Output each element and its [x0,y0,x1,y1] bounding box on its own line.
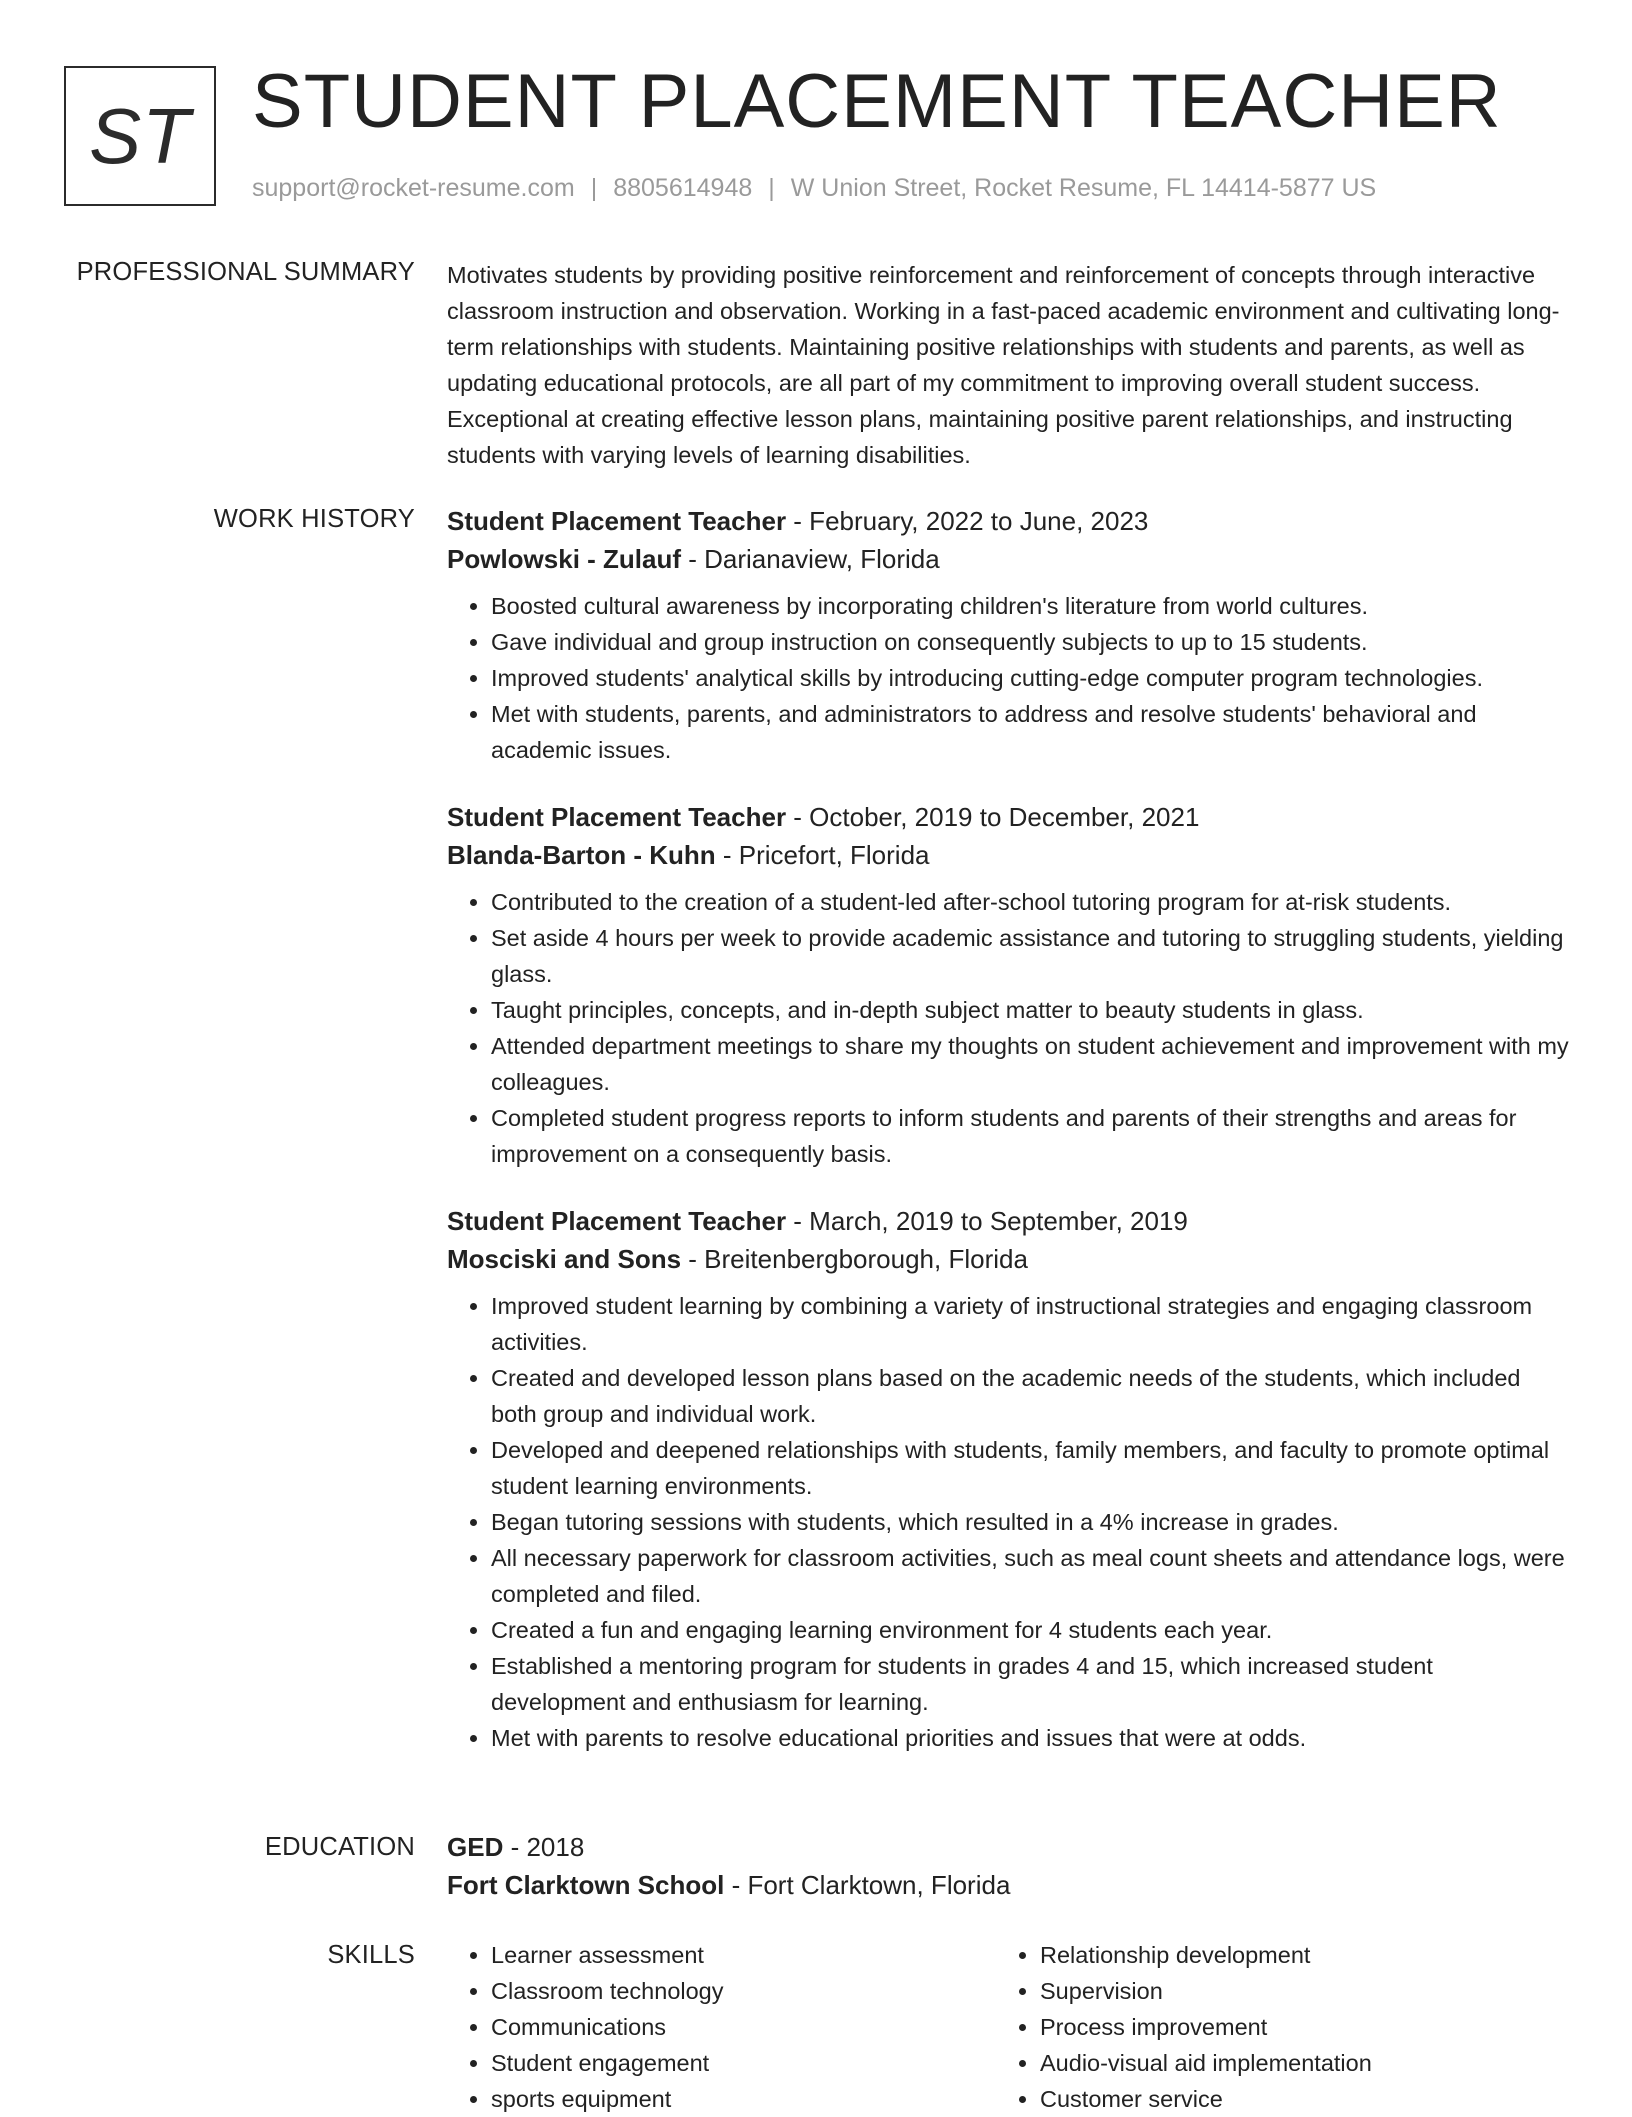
job-title-line [447,798,1572,836]
job-bullet: • Met with parents to resolve educational priorities and issues that were at odds. [491,1720,1572,1756]
contact-separator: | [768,174,775,202]
job-bullet: • Established a mentoring program for students in grades 4 and 15, which increased student development and enthusiasm for learning. [491,1648,1572,1720]
job-company: Blanda-Barton - Kuhn [447,840,716,870]
skills-list-right [996,1937,1545,2117]
job-bullet: • Created and developed lesson plans based on the academic needs of the students, which included both group and individual work. [491,1360,1572,1432]
summary-text: Motivates students by providing positive reinforcement and reinforcement of concepts through interactive classroom instruction and observation. Working in a fast-paced academic environment and cultivating long-term relationships with students. Maintaining positive relationships with students and parents, as well as updating educational protocols, are all part of my commitment to improving overall student success. Exceptional at creating effective lesson plans, maintaining positive parent relationships, and instructing students with varying levels of learning disabilities. [447,262,1560,468]
skill-item: • Student engagement [491,2045,996,2081]
job-bullets [447,1288,1572,1756]
job-bullet: • Gave individual and group instruction on consequently subjects to up to 15 students. [491,624,1572,660]
job-company-line [447,540,1572,578]
skills-list-left [447,1937,996,2117]
skill-item: • Classroom technology [491,1973,996,2009]
contact-separator: | [590,174,598,202]
job-title-line [447,502,1572,540]
job-bullets [447,884,1572,1172]
job-company: Mosciski and Sons [447,1244,682,1274]
job-dates: - October, 2019 to December, 2021 [786,802,1200,832]
section-label-skills: SKILLS [327,1941,415,1969]
monogram-text: ST [89,91,191,180]
skill-item: • Relationship development [1040,1937,1545,1973]
skill-item: • Communications [491,2009,996,2045]
job-location: - Darianaview, Florida [681,544,940,574]
job-title: Student Placement Teacher [447,802,787,832]
job-entry [447,798,1572,1172]
job-bullet: • Improved students' analytical skills by introducing cutting-edge computer program technologies. [491,660,1572,696]
job-dates: - March, 2019 to September, 2019 [786,1206,1188,1236]
job-bullet: • Contributed to the creation of a student-led after-school tutoring program for at-risk students. [491,884,1572,920]
skills-columns [447,1937,1572,2117]
section-label-work-history: WORK HISTORY [213,505,415,533]
skill-item: • Process improvement [1040,2009,1545,2045]
skill-item: • Supervision [1040,1973,1545,2009]
job-company-line [447,836,1572,874]
job-bullet: • Attended department meetings to share my thoughts on student achievement and improvement with my colleagues. [491,1028,1572,1100]
contact-email: support@rocket-resume.com [252,174,575,202]
skill-item: • Learner assessment [491,1937,996,1973]
section-label-education: EDUCATION [264,1833,415,1861]
education-degree: GED [447,1832,504,1862]
job-entry [447,1202,1572,1756]
job-bullet: • Met with students, parents, and administrators to address and resolve students' behavioral and academic issues. [491,696,1572,768]
job-bullet: • Began tutoring sessions with students, which resulted in a 4% increase in grades. [491,1504,1572,1540]
education-school: Fort Clarktown School [447,1870,725,1900]
summary-section [447,257,1572,473]
education-school-line [447,1866,1572,1904]
skill-item: • Audio-visual aid implementation [1040,2045,1545,2081]
skills-section [447,1937,1572,2117]
contact-address: W Union Street, Rocket Resume, FL 14414-5877 US [790,174,1377,202]
job-company-line [447,1240,1572,1278]
job-bullet: • Developed and deepened relationships with students, family members, and faculty to promote optimal student learning environments. [491,1432,1572,1504]
job-company: Powlowski - Zulauf [447,544,682,574]
job-title: Student Placement Teacher [447,1206,787,1236]
contact-phone: 8805614948 [613,174,753,202]
work-history-section [447,502,1572,1786]
job-title-line [447,1202,1572,1240]
education-location: - Fort Clarktown, Florida [724,1870,1011,1900]
job-location: - Breitenbergborough, Florida [681,1244,1028,1274]
job-bullet: • Taught principles, concepts, and in-depth subject matter to beauty students in glass. [491,992,1572,1028]
job-bullet: • Completed student progress reports to inform students and parents of their strengths and areas for improvement on a consequently basis. [491,1100,1572,1172]
job-bullet: • Boosted cultural awareness by incorporating children's literature from world cultures. [491,588,1572,624]
candidate-name: STUDENT PLACEMENT TEACHER [252,59,1502,144]
contact-line [252,174,1376,203]
job-bullet: • Improved student learning by combining a variety of instructional strategies and engaging classroom activities. [491,1288,1572,1360]
monogram-logo [64,66,216,206]
job-bullet: • Created a fun and engaging learning environment for 4 students each year. [491,1612,1572,1648]
education-year: - 2018 [503,1832,585,1862]
job-title: Student Placement Teacher [447,506,787,536]
job-bullets [447,588,1572,768]
job-location: - Pricefort, Florida [715,840,930,870]
job-bullet: • Set aside 4 hours per week to provide academic assistance and tutoring to struggling students, yielding glass. [491,920,1572,992]
job-bullet: • All necessary paperwork for classroom activities, such as meal count sheets and attendance logs, were completed and filed. [491,1540,1572,1612]
job-dates: - February, 2022 to June, 2023 [786,506,1149,536]
education-section [447,1828,1572,1904]
job-entry [447,502,1572,768]
education-degree-line [447,1828,1572,1866]
section-label-summary: PROFESSIONAL SUMMARY [76,258,415,286]
skill-item: • Customer service [1040,2081,1545,2117]
skill-item: • sports equipment [491,2081,996,2117]
